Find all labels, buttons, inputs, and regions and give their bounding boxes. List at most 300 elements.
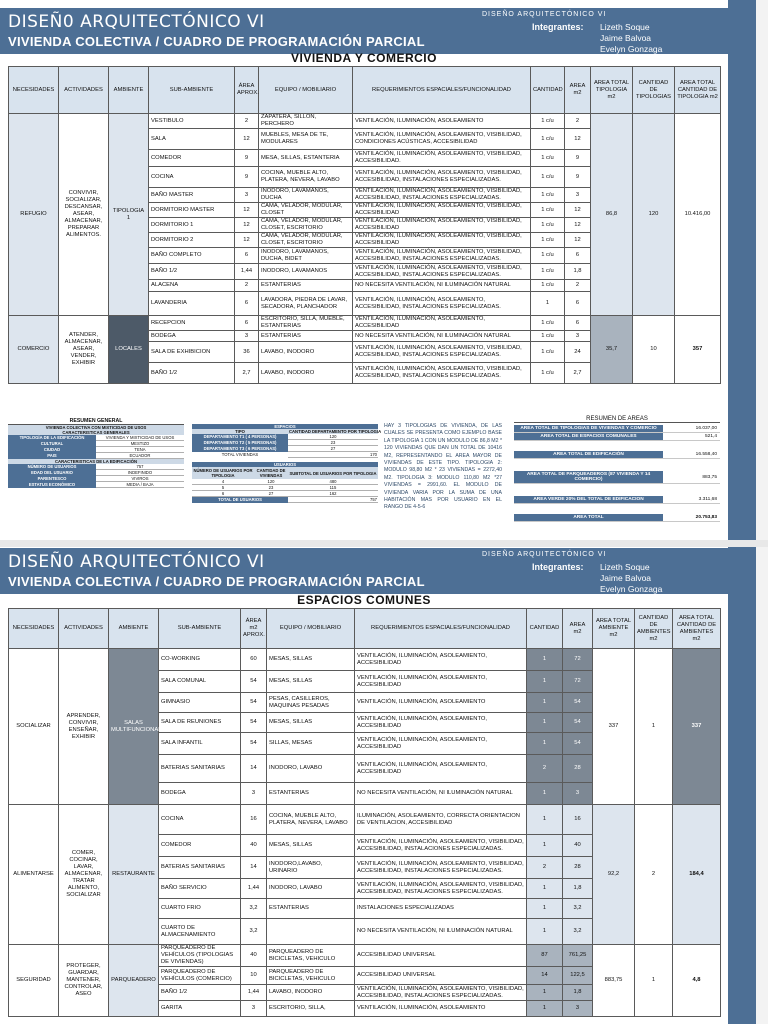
requerimientos-cell: VENTILACIÓN, ILUMINACIÓN, ASOLEAMIENTO, VISIBILIDAD, ACCESIBILIDAD, INSTALACIONES ESPECIALIZADAS. [355, 985, 527, 1001]
usuarios-total: 757 [288, 497, 378, 503]
area-row [514, 451, 720, 459]
sub-ambiente-cell: BAÑO COMPLETO [149, 248, 235, 264]
sub-ambiente-cell: BAÑO 1/2 [159, 985, 241, 1001]
resumen-value: TENA [96, 447, 184, 453]
equipo-cell: INODORO,LAVABO, URINARIO [267, 857, 355, 879]
requerimientos-cell: VENTILACIÓN, ILUMINACIÓN, ASOLEAMIENTO, VISIBILIDAD, ACCESIBILIDAD, INSTALACIONES ESPECIALIZADAS. [353, 264, 531, 280]
cantidad-cell: 1 c/u [531, 264, 565, 280]
usuarios-cell: 4 [192, 479, 254, 485]
resumen-general-title: RESUMEN GENERAL [8, 419, 184, 425]
area-aprox-cell: 14 [241, 857, 267, 879]
equipo-cell: LAVADORA, PIEDRA DE LAVAR, SECADORA, PLANCHADOR [259, 292, 353, 316]
usuarios-title: USUARIOS [192, 462, 378, 467]
area-m2-cell: 3,2 [563, 899, 593, 919]
cantidad-total-cell: 120 [633, 114, 675, 316]
sub-ambiente-cell: CUARTO FRIO [159, 899, 241, 919]
area-aprox-cell: 54 [241, 671, 267, 693]
requerimientos-cell: VENTILACIÓN, ILUMINACIÓN, ASOLEAMIENTO, ACCESIBILIDAD [353, 316, 531, 331]
column-header: ACTIVIDADES [59, 67, 109, 114]
resumen-key: ESTATUS ECONÓMICO [8, 482, 96, 488]
area-m2-cell: 12 [565, 218, 591, 233]
resumen-value: VIVIROS [96, 476, 184, 482]
resumen-key: PARENTESCO [8, 476, 96, 482]
sub-ambiente-cell: PARQUEADERO DE VEHÍCULOS (COMERCIO) [159, 967, 241, 985]
equipo-cell: ESTANTERIAS [259, 280, 353, 292]
area-label: AREA TOTAL [514, 514, 663, 521]
sub-ambiente-cell: SALA INFANTIL [159, 733, 241, 755]
area-value: 521,4 [704, 434, 717, 439]
requerimientos-cell: VENTILACIÓN, ILUMINACIÓN, ASOLEAMIENTO, ACCESIBILIDAD [355, 649, 527, 671]
sub-ambiente-cell: COMEDOR [149, 150, 235, 167]
area-total-cell: 35,7 [591, 316, 633, 384]
area-value: 20.753,83 [695, 515, 717, 520]
requerimientos-cell: VENTILACIÓN, ILUMINACIÓN, ASOLEAMIENTO, ACCESIBILIDAD [355, 713, 527, 733]
area-total-cell: 883,75 [593, 945, 635, 1017]
area-total-cell: 92,2 [593, 805, 635, 945]
necesidad-cell: ALIMENTARSE [9, 805, 59, 945]
actividades-cell: ATENDER, ALMACENAR, ASEAR, VENDER, EXHIBIR [59, 316, 109, 384]
espacios-tipo: TOTAL VIVIENDAS [221, 452, 259, 457]
cantidad-cell: 1 [527, 919, 563, 945]
requerimientos-cell: ACCESIBILIDAD UNIVERSAL [355, 967, 527, 985]
area-aprox-cell: 6 [235, 316, 259, 331]
column-header: AREA TOTAL CANTIDAD DE TIPOLOGIA m2 [675, 67, 721, 114]
sub-ambiente-cell: COCINA [149, 167, 235, 188]
area-m2-cell: 6 [565, 292, 591, 316]
area-m2-cell: 6 [565, 316, 591, 331]
area-total-cantidad-cell: 184,4 [673, 805, 721, 945]
equipo-cell [267, 919, 355, 945]
sub-ambiente-cell: BAÑO 1/2 [149, 264, 235, 280]
area-aprox-cell: 12 [235, 203, 259, 218]
area-m2-cell: 12 [565, 129, 591, 150]
ambiente-cell: TIPOLOGIA 1 [109, 114, 149, 316]
equipo-cell: COCINA, MUEBLE ALTO, PLATERA, NEVERA, LAVABO [267, 805, 355, 835]
column-header: AMBIENTE [109, 609, 159, 649]
area-m2-cell: 761,25 [563, 945, 593, 967]
area-aprox-cell: 54 [241, 733, 267, 755]
sub-ambiente-cell: CO-WORKING [159, 649, 241, 671]
area-m2-cell: 9 [565, 167, 591, 188]
column-header: NECESIDADES [9, 67, 59, 114]
area-aprox-cell: 6 [235, 292, 259, 316]
page-subtitle: VIVIENDA COLECTIVA / CUADRO DE PROGRAMACIÓN PARCIAL [8, 574, 425, 589]
usuarios-total-label: TOTAL DE USUARIOS [192, 497, 288, 503]
column-header: CANTIDAD DE TIPOLOGIAS [633, 67, 675, 114]
area-total-cell: 337 [593, 649, 635, 805]
course-title: DISEÑ0 ARQUITECTÓNICO VI [8, 552, 265, 572]
usuarios-cell: 115 [288, 485, 378, 491]
column-header: CANTIDAD [527, 609, 563, 649]
requerimientos-cell: VENTILACIÓN, ILUMINACIÓN, ASOLEAMIENTO, ACCESIBILIDAD [355, 671, 527, 693]
requerimientos-cell: VENTILACIÓN, ILUMINACIÓN, ASOLEAMIENTO, VISIBILIDAD, CONDICIONES ACÚSTICAS, ACCESIBILIDAD [353, 129, 531, 150]
requerimientos-cell: VENTILACIÓN, ILUMINACIÓN, ASOLEAMIENTO [355, 1001, 527, 1017]
member: Lizeth Soque [600, 22, 650, 32]
column-header: AREA m2 [565, 67, 591, 114]
area-m2-cell: 1,8 [565, 264, 591, 280]
sub-ambiente-cell: BAÑO 1/2 [149, 363, 235, 384]
sub-ambiente-cell: BAÑO SERVICIO [159, 879, 241, 899]
necesidad-cell: SEGURIDAD [9, 945, 59, 1017]
cantidad-cell: 1 c/u [531, 233, 565, 248]
equipo-cell: MESAS, SILLAS [267, 713, 355, 733]
sub-ambiente-cell: COMEDOR [159, 835, 241, 857]
area-aprox-cell: 12 [235, 218, 259, 233]
necesidad-cell: COMERCIO [9, 316, 59, 384]
usuarios-cell: 23 [254, 485, 288, 491]
area-aprox-cell: 3,2 [241, 919, 267, 945]
area-aprox-cell: 1,44 [241, 985, 267, 1001]
table-header-row [9, 609, 721, 649]
area-row [514, 471, 720, 484]
area-row [514, 496, 720, 504]
requerimientos-cell: VENTILACIÓN, ILUMINACIÓN, ASOLEAMIENTO, VISIBILIDAD, ACCESIBILIDAD, INSTALACIONES ESPECIALIZADAS. [353, 342, 531, 363]
cantidad-cell: 1 [527, 879, 563, 899]
requerimientos-cell: NO NECESITA VENTILACIÓN, NI ILUMINACIÓN NATURAL [355, 783, 527, 805]
usuarios-header: CANTIDAD DE VIVIENDAS [254, 467, 288, 479]
cantidad-cell: 1 [527, 649, 563, 671]
usuarios-header: NÚMERO DE USUARIOS POR TIPOLOGIA [193, 468, 253, 478]
actividades-cell: CONVIVIR, SOCIALIZAR, DESCANSAR, ASEAR, ALMACENAR, PREPARAR ALIMENTOS. [59, 114, 109, 316]
cantidad-cell: 1 c/u [531, 248, 565, 264]
cantidad-cell: 1 [527, 713, 563, 733]
member: Jaime Balvoa [600, 573, 652, 583]
sub-ambiente-cell: BATERIAS SANITARIAS [159, 755, 241, 783]
resumen-value: VIVIENDA Y MIXTICIDAD DE USOS [96, 435, 184, 441]
resumen-sub: CARACTERISTICAS GENERALES [8, 430, 184, 435]
requerimientos-cell: VENTILACIÓN, ILUMINACIÓN, ASOLEAMIENTO, VISIBILIDAD, ACCESIBILIDAD [353, 218, 531, 233]
table-row [9, 945, 721, 967]
area-m2-cell: 28 [563, 857, 593, 879]
section-title-vivienda: VIVIENDA Y COMERCIO [291, 51, 437, 65]
necesidad-cell: SOCIALIZAR [9, 649, 59, 805]
cantidad-cell: 1 [527, 693, 563, 713]
column-header: AREA m2 [563, 609, 593, 649]
area-m2-cell: 54 [563, 693, 593, 713]
cantidad-total-cell: 1 [635, 649, 673, 805]
area-value: 16.558,40 [695, 452, 717, 457]
equipo-cell: COCINA, MUEBLE ALTO, PLATERA, NEVERA, LAVABO [259, 167, 353, 188]
area-aprox-cell: 40 [241, 835, 267, 857]
right-accent-bar [728, 0, 756, 1024]
integrantes-label: Integrantes: [532, 562, 584, 572]
area-aprox-cell: 12 [235, 233, 259, 248]
page-separator [0, 540, 768, 547]
cantidad-cell: 1 [527, 899, 563, 919]
espacios-tipo: DEPARTAMENTO T3 ( 6 PERSONAS) [192, 446, 288, 452]
area-aprox-cell: 9 [235, 167, 259, 188]
cantidad-cell: 1 c/u [531, 114, 565, 129]
cantidad-cell: 1 c/u [531, 316, 565, 331]
table-row [9, 805, 721, 835]
column-header: SUB-AMBIENTE [159, 609, 241, 649]
requerimientos-cell: VENTILACIÓN, ILUMINACIÓN, ASOLEAMIENTO, ACCESIBILIDAD, INSTALACIONES ESPECIALIZADAS. [353, 292, 531, 316]
area-m2-cell: 72 [563, 671, 593, 693]
area-m2-cell: 6 [565, 248, 591, 264]
cantidad-cell: 1 c/u [531, 342, 565, 363]
resumen-sub: VIVIENDA COLECTIVA CON MIXTICIDAD DE USOS [8, 425, 184, 431]
area-total-cantidad-cell: 10.416,00 [675, 114, 721, 316]
equipo-cell: ESCRITORIO, SILLA, MUEBLE, ESTANTERIAS [259, 316, 353, 331]
member: Evelyn Gonzaga [600, 584, 663, 594]
resumen-key: CIUDAD [8, 447, 96, 453]
requerimientos-cell: NO NECESITA VENTILACIÓN, NI ILUMINACIÓN NATURAL [353, 331, 531, 342]
requerimientos-cell: NO NECESITA VENTILACIÓN, NI ILUMINACIÓN NATURAL [355, 919, 527, 945]
cantidad-cell: 87 [527, 945, 563, 967]
area-label: AREA TOTAL DE ESPACIOS COMUNALES [514, 433, 663, 440]
cantidad-cell: 1 [527, 671, 563, 693]
cantidad-cell: 1 c/u [531, 167, 565, 188]
sub-ambiente-cell: BATERIAS SANITARIAS [159, 857, 241, 879]
usuarios-header: SUBTOTAL DE USUARIOS POR TIPOLOGIA [288, 467, 378, 479]
requerimientos-cell: VENTILACIÓN, ILUMINACIÓN, ASOLEAMIENTO, ACCESIBILIDAD [355, 755, 527, 783]
sub-ambiente-cell: GIMNASIO [159, 693, 241, 713]
resumen-value: INDEFINIDO [96, 470, 184, 476]
column-header: CANTIDAD DE AMBIENTES m2 [635, 609, 673, 649]
equipo-cell: INODORO, LAVABO [267, 755, 355, 783]
ambiente-cell: RESTAURANTE [109, 805, 159, 945]
member: Jaime Balvoa [600, 33, 652, 43]
area-row [514, 514, 720, 522]
usuarios-cell: 480 [288, 479, 378, 485]
table-row [9, 649, 721, 671]
table-row [9, 114, 721, 129]
area-total-cantidad-cell: 4,8 [673, 945, 721, 1017]
actividades-cell: PROTEGER, GUARDAR, MANTENER, CONTROLAR, ASEO [59, 945, 109, 1017]
course-small: DISEÑO ARQUITECTÓNICO VI [482, 551, 607, 558]
sub-ambiente-cell: ALACENA [149, 280, 235, 292]
resumen-key: TIPOLOGÍA DE LA EDIFICACIÓN [8, 435, 96, 441]
member: Lizeth Soque [600, 562, 650, 572]
ambiente-cell: LOCALES [109, 316, 149, 384]
cantidad-cell: 1 [527, 1001, 563, 1017]
column-header: AREA TOTAL AMBIENTE m2 [593, 609, 635, 649]
equipo-cell: PESAS, CASILLEROS, MAQUINAS PESADAS [267, 693, 355, 713]
actividades-cell: APRENDER, CONVIVIR, ENSEÑAR, EXHIBIR [59, 649, 109, 805]
column-header: AREA TOTAL TIPOLOGIA m2 [591, 67, 633, 114]
requerimientos-cell: VENTILACIÓN, ILUMINACIÓN, ASOLEAMIENTO, VISIBILIDAD, ACCESIBILIDAD, INSTALACIONES ESPECIALIZADAS. [353, 167, 531, 188]
sub-ambiente-cell: CUARTO DE ALMACENAMIENTO [159, 919, 241, 945]
resumen-key: PAIS [8, 453, 96, 459]
area-total-cantidad-cell: 357 [675, 316, 721, 384]
table-espacios-comunes [8, 608, 721, 1017]
area-m2-cell: 54 [563, 713, 593, 733]
column-header: AREA TOTAL CANTIDAD DE AMBIENTES m2 [673, 609, 721, 649]
area-aprox-cell: 3 [241, 783, 267, 805]
table-header-row [9, 67, 721, 114]
cantidad-cell: 1 c/u [531, 331, 565, 342]
table-row [9, 316, 721, 331]
equipo-cell: INODORO, LAVAMANOS [259, 264, 353, 280]
area-m2-cell: 40 [563, 835, 593, 857]
area-aprox-cell: 2 [235, 280, 259, 292]
sub-ambiente-cell: SALA DE EXHIBICION [149, 342, 235, 363]
resumen-key: CULTURAL [8, 441, 96, 447]
area-m2-cell: 9 [565, 150, 591, 167]
cantidad-total-cell: 2 [635, 805, 673, 945]
area-total-cantidad-cell: 337 [673, 649, 721, 805]
course-title: DISEÑ0 ARQUITECTÓNICO VI [8, 12, 265, 32]
column-header: SUB-AMBIENTE [149, 67, 235, 114]
equipo-cell: CAMA, VELADOR, MODULAR, CLOSET, ESCRITORIO [259, 233, 353, 248]
column-header: REQUERIMIENTOS ESPACIALES/FUNCIONALIDAD [353, 67, 531, 114]
cantidad-cell: 1 [531, 292, 565, 316]
area-m2-cell: 72 [563, 649, 593, 671]
requerimientos-cell: ILUMINACIÓN, ASOLEAMIENTO, CORRECTA ORIENTACION DE VENTILACION, ACCESIBILIDAD [355, 805, 527, 835]
espacios-cantidad: 23 [288, 440, 378, 446]
area-label: AREA TOTAL DE PARQUEADEROS (87 VIVIENDA Y 14 COMERCIO) [514, 471, 663, 483]
sub-ambiente-cell: SALA DE REUNIONES [159, 713, 241, 733]
equipo-cell: ESCRITORIO, SILLA, [267, 1001, 355, 1017]
resumen-areas-title: RESUMEN DE AREAS [514, 416, 720, 423]
equipo-cell: LAVABO, INODORO [259, 342, 353, 363]
espacios-table [192, 424, 382, 503]
sub-ambiente-cell: RECEPCION [149, 316, 235, 331]
requerimientos-cell: NO NECESITA VENTILACIÓN, NI ILUMINACIÓN NATURAL [353, 280, 531, 292]
equipo-cell: CAMA, VELADOR, MODULAR, CLOSET [259, 203, 353, 218]
cantidad-cell: 1 c/u [531, 363, 565, 384]
cantidad-cell: 1 [527, 733, 563, 755]
usuarios-cell: 120 [254, 479, 288, 485]
course-small: DISEÑO ARQUITECTÓNICO VI [482, 11, 607, 18]
resumen-general-table [8, 419, 184, 488]
column-header: ACTIVIDADES [59, 609, 109, 649]
requerimientos-cell: VENTILACIÓN, ILUMINACIÓN, ASOLEAMIENTO, VISIBILIDAD, ACCESIBILIDAD, INSTALACIONES ESPECIALIZADAS. [353, 248, 531, 264]
requerimientos-cell: VENTILACIÓN, ILUMINACIÓN, ASOLEAMIENTO, VISIBILIDAD, ACCESIBILIDAD, INSTALACIONES ESPECIALIZADAS. [353, 188, 531, 203]
column-header: CANTIDAD [531, 67, 565, 114]
espacios-header: TIPO [192, 429, 288, 434]
sub-ambiente-cell: BODEGA [159, 783, 241, 805]
members-list [600, 562, 662, 595]
area-aprox-cell: 60 [241, 649, 267, 671]
usuarios-cell: 162 [288, 491, 378, 497]
area-aprox-cell: 36 [235, 342, 259, 363]
espacios-tipo: DEPARTAMENTO T2 ( 5 PERSONAS) [192, 440, 288, 446]
area-label: AREA TOTAL DE EDIFICACIÓN [514, 451, 663, 458]
column-header: NECESIDADES [9, 609, 59, 649]
cantidad-cell: 1 [527, 783, 563, 805]
equipo-cell: MUEBLES, MESA DE TE, MODULARES [259, 129, 353, 150]
area-aprox-cell: 1,44 [235, 264, 259, 280]
integrantes-label: Integrantes: [532, 22, 584, 32]
equipo-cell: PARQUEADERO DE BICICLETAS, VEHICULO [267, 967, 355, 985]
area-total-cell: 86,8 [591, 114, 633, 316]
cantidad-cell: 1 [527, 805, 563, 835]
sub-ambiente-cell: GARITA [159, 1001, 241, 1017]
area-aprox-cell: 3 [241, 1001, 267, 1017]
area-aprox-cell: 54 [241, 713, 267, 733]
cantidad-cell: 1 [527, 835, 563, 857]
cantidad-cell: 2 [527, 755, 563, 783]
area-aprox-cell: 2,7 [235, 363, 259, 384]
requerimientos-cell: INSTALACIONES ESPECIALIZADAS [355, 899, 527, 919]
sub-ambiente-cell: VESTIBULO [149, 114, 235, 129]
actividades-cell: COMER, COCINAR, LAVAR, ALMACENAR, TRATAR ALIMENTO, SOCIALIZAR [59, 805, 109, 945]
requerimientos-cell: ACCESIBILIDAD UNIVERSAL [355, 945, 527, 967]
area-label: AREA TOTAL DE TIPOLOGIAS DE VIVIENDAS Y COMERCIO [514, 425, 663, 432]
ambiente-cell: PARQUEADERO [109, 945, 159, 1017]
sub-ambiente-cell: SALA [149, 129, 235, 150]
espacios-cantidad: 170 [288, 452, 378, 458]
table-vivienda-comercio [8, 66, 721, 384]
sub-ambiente-cell: DORMITORIO 1 [149, 218, 235, 233]
usuarios-cell: 6 [192, 491, 254, 497]
area-aprox-cell: 9 [235, 150, 259, 167]
sub-ambiente-cell: DORMITORIO MASTER [149, 203, 235, 218]
equipo-cell: INODORO, LAVAMANOS, DUCHA, BIDET [259, 248, 353, 264]
area-aprox-cell: 1,44 [241, 879, 267, 899]
area-label: AREA VERDE 20% DEL TOTAL DE EDIFICACION [514, 496, 663, 503]
usuarios-cell: 5 [192, 485, 254, 491]
necesidad-cell: REFUGIO [9, 114, 59, 316]
espacios-title: ESPACIOS [192, 424, 378, 429]
requerimientos-cell: VENTILACIÓN, ILUMINACIÓN, ASOLEAMIENTO, ACCESIBILIDAD [355, 733, 527, 755]
resumen-value: 757 [96, 464, 184, 470]
resumen-key: NÚMERO DE USUARIOS [8, 464, 96, 470]
cantidad-cell: 1 c/u [531, 188, 565, 203]
area-aprox-cell: 14 [241, 755, 267, 783]
area-m2-cell: 1,8 [563, 985, 593, 1001]
right-margin [756, 0, 768, 1024]
resumen-value: MESTIZO [96, 441, 184, 447]
ambiente-cell: SALAS MULTIFUNCIONALES [109, 649, 159, 805]
column-header: AMBIENTE [109, 67, 149, 114]
requerimientos-cell: VENTILACIÓN, ILUMINACIÓN, ASOLEAMIENTO, VISIBILIDAD, ACCESIBILIDAD. [353, 150, 531, 167]
resumen-value: MEDIA / BAJA [96, 482, 184, 488]
area-aprox-cell: 54 [241, 693, 267, 713]
area-value: 883,75 [702, 474, 717, 480]
equipo-cell: INODORO, LAVABO [267, 879, 355, 899]
area-m2-cell: 122,5 [563, 967, 593, 985]
requerimientos-cell: VENTILACIÓN, ILUMINACIÓN, ASOLEAMIENTO, VISIBILIDAD, ACCESIBILIDAD, INSTALACIONES ESPECIALIZADAS. [355, 857, 527, 879]
espacios-cantidad: 27 [288, 446, 378, 452]
area-aprox-cell: 3 [235, 331, 259, 342]
sub-ambiente-cell: BAÑO MASTER [149, 188, 235, 203]
area-aprox-cell: 6 [235, 248, 259, 264]
page2-header [0, 548, 728, 594]
member: Evelyn Gonzaga [600, 44, 663, 54]
espacios-header: CANTIDAD DEPARTAMENTO POR TIPOLOGIA [289, 429, 382, 434]
area-m2-cell: 54 [563, 733, 593, 755]
area-m2-cell: 1,8 [563, 879, 593, 899]
cantidad-cell: 1 c/u [531, 150, 565, 167]
usuarios-cell: 27 [254, 491, 288, 497]
area-row [514, 433, 720, 441]
area-m2-cell: 2 [565, 114, 591, 129]
cantidad-cell: 1 c/u [531, 218, 565, 233]
equipo-cell: MESA, SILLAS, ESTANTERIA [259, 150, 353, 167]
cantidad-cell: 1 c/u [531, 280, 565, 292]
sub-ambiente-cell: COCINA [159, 805, 241, 835]
equipo-cell: PARQUEADERO DE BICICLETAS, VEHICULO [267, 945, 355, 967]
equipo-cell: LAVABO, INODORO [259, 363, 353, 384]
cantidad-cell: 2 [527, 857, 563, 879]
resumen-sub: CARACTERISTICAS DE LA EDIFICACIÓN [8, 459, 184, 465]
area-m2-cell: 16 [563, 805, 593, 835]
equipo-cell: MESAS, SILLAS [267, 835, 355, 857]
column-header: ÁREA APROX. [235, 67, 259, 114]
sub-ambiente-cell: SALA COMUNAL [159, 671, 241, 693]
cantidad-cell: 1 c/u [531, 203, 565, 218]
area-aprox-cell: 2 [235, 114, 259, 129]
resumen-value: ECUADOR [96, 453, 184, 459]
area-aprox-cell: 16 [241, 805, 267, 835]
area-m2-cell: 3 [565, 188, 591, 203]
sub-ambiente-cell: DORMITORIO 2 [149, 233, 235, 248]
area-m2-cell: 24 [565, 342, 591, 363]
section-title-espacios: ESPACIOS COMUNES [297, 593, 431, 607]
area-m2-cell: 2,7 [565, 363, 591, 384]
